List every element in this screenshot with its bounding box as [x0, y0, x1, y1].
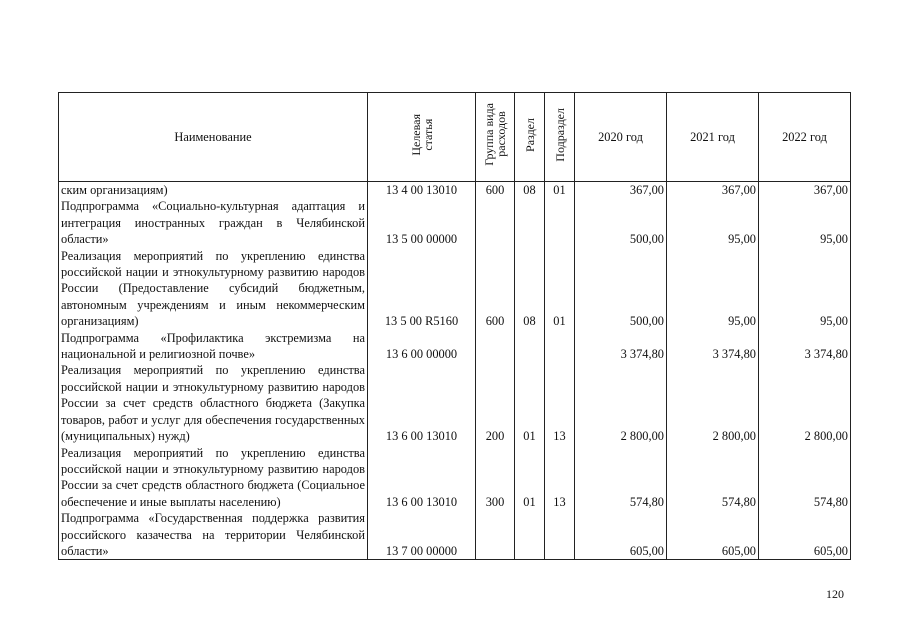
cell-y2022: 367,00: [759, 182, 851, 199]
header-subsection: Подраздел: [545, 93, 575, 182]
cell-group: [476, 510, 515, 560]
header-2022: 2022 год: [759, 93, 851, 182]
page-number: 120: [826, 587, 844, 601]
header-row: [59, 93, 851, 182]
cell-y2020: 3 374,80: [575, 330, 667, 363]
cell-y2021: 367,00: [667, 182, 759, 199]
cell-section: 08: [515, 248, 545, 330]
table-row: [59, 248, 851, 330]
cell-y2022: 574,80: [759, 445, 851, 511]
cell-y2021: 95,00: [667, 248, 759, 330]
cell-y2020: 2 800,00: [575, 362, 667, 444]
cell-target: 13 4 00 13010: [368, 182, 476, 199]
header-name: Наименование: [59, 93, 368, 182]
cell-section: [515, 198, 545, 247]
table-row: [59, 182, 851, 199]
table-row: [59, 198, 851, 247]
table-row: [59, 362, 851, 444]
cell-group: [476, 198, 515, 247]
cell-target: 13 6 00 13010: [368, 362, 476, 444]
cell-subsection: [545, 198, 575, 247]
header-2020: 2020 год: [575, 93, 667, 182]
header-2021: 2021 год: [667, 93, 759, 182]
cell-section: [515, 510, 545, 560]
cell-name: Реализация мероприятий по укреплению единства российской нации и этнокультурному развитию народов России (Предоставление субсидий бюджетным, автономным учреждениям и иным некоммерческим организациям): [59, 248, 368, 330]
cell-y2022: 605,00: [759, 510, 851, 560]
table-row: [59, 510, 851, 560]
cell-y2020: 500,00: [575, 248, 667, 330]
cell-subsection: 13: [545, 445, 575, 511]
cell-y2021: 2 800,00: [667, 362, 759, 444]
cell-name: Реализация мероприятий по укреплению единства российской нации и этнокультурному развитию народов России за счет средств областного бюджета (Закупка товаров, работ и услуг для обеспечения государственных (муниципальных) нужд): [59, 362, 368, 444]
cell-y2022: 95,00: [759, 198, 851, 247]
cell-y2022: 3 374,80: [759, 330, 851, 363]
cell-y2022: 2 800,00: [759, 362, 851, 444]
cell-y2021: 95,00: [667, 198, 759, 247]
cell-y2021: 3 374,80: [667, 330, 759, 363]
cell-subsection: 01: [545, 248, 575, 330]
header-group: Группа вида расходов: [476, 93, 515, 182]
cell-target: 13 6 00 13010: [368, 445, 476, 511]
cell-section: 08: [515, 182, 545, 199]
budget-table: [58, 92, 851, 560]
header-target: Целевая статья: [368, 93, 476, 182]
cell-subsection: [545, 510, 575, 560]
cell-group: 200: [476, 362, 515, 444]
cell-target: 13 5 00 R5160: [368, 248, 476, 330]
cell-section: [515, 330, 545, 363]
table-row: [59, 330, 851, 363]
cell-group: 600: [476, 182, 515, 199]
cell-y2021: 605,00: [667, 510, 759, 560]
cell-section: 01: [515, 362, 545, 444]
cell-subsection: [545, 330, 575, 363]
header-section: Раздел: [515, 93, 545, 182]
cell-y2022: 95,00: [759, 248, 851, 330]
cell-y2020: 574,80: [575, 445, 667, 511]
cell-y2020: 605,00: [575, 510, 667, 560]
cell-subsection: 13: [545, 362, 575, 444]
cell-name: Подпрограмма «Социально-культурная адаптация и интеграция иностранных граждан в Челябинской области»: [59, 198, 368, 247]
cell-group: 300: [476, 445, 515, 511]
cell-target: 13 6 00 00000: [368, 330, 476, 363]
cell-section: 01: [515, 445, 545, 511]
cell-y2020: 367,00: [575, 182, 667, 199]
cell-y2020: 500,00: [575, 198, 667, 247]
cell-group: [476, 330, 515, 363]
table-row: [59, 445, 851, 511]
cell-target: 13 7 00 00000: [368, 510, 476, 560]
cell-name: Подпрограмма «Государственная поддержка развития российского казачества на территории Челябинской области»: [59, 510, 368, 560]
cell-name: ским организациям): [59, 182, 368, 199]
cell-y2021: 574,80: [667, 445, 759, 511]
cell-group: 600: [476, 248, 515, 330]
cell-name: Реализация мероприятий по укреплению единства российской нации и этнокультурному развитию народов России за счет средств областного бюджета (Социальное обеспечение и иные выплаты населению): [59, 445, 368, 511]
cell-name: Подпрограмма «Профилактика экстремизма на национальной и религиозной почве»: [59, 330, 368, 363]
cell-target: 13 5 00 00000: [368, 198, 476, 247]
cell-subsection: 01: [545, 182, 575, 199]
